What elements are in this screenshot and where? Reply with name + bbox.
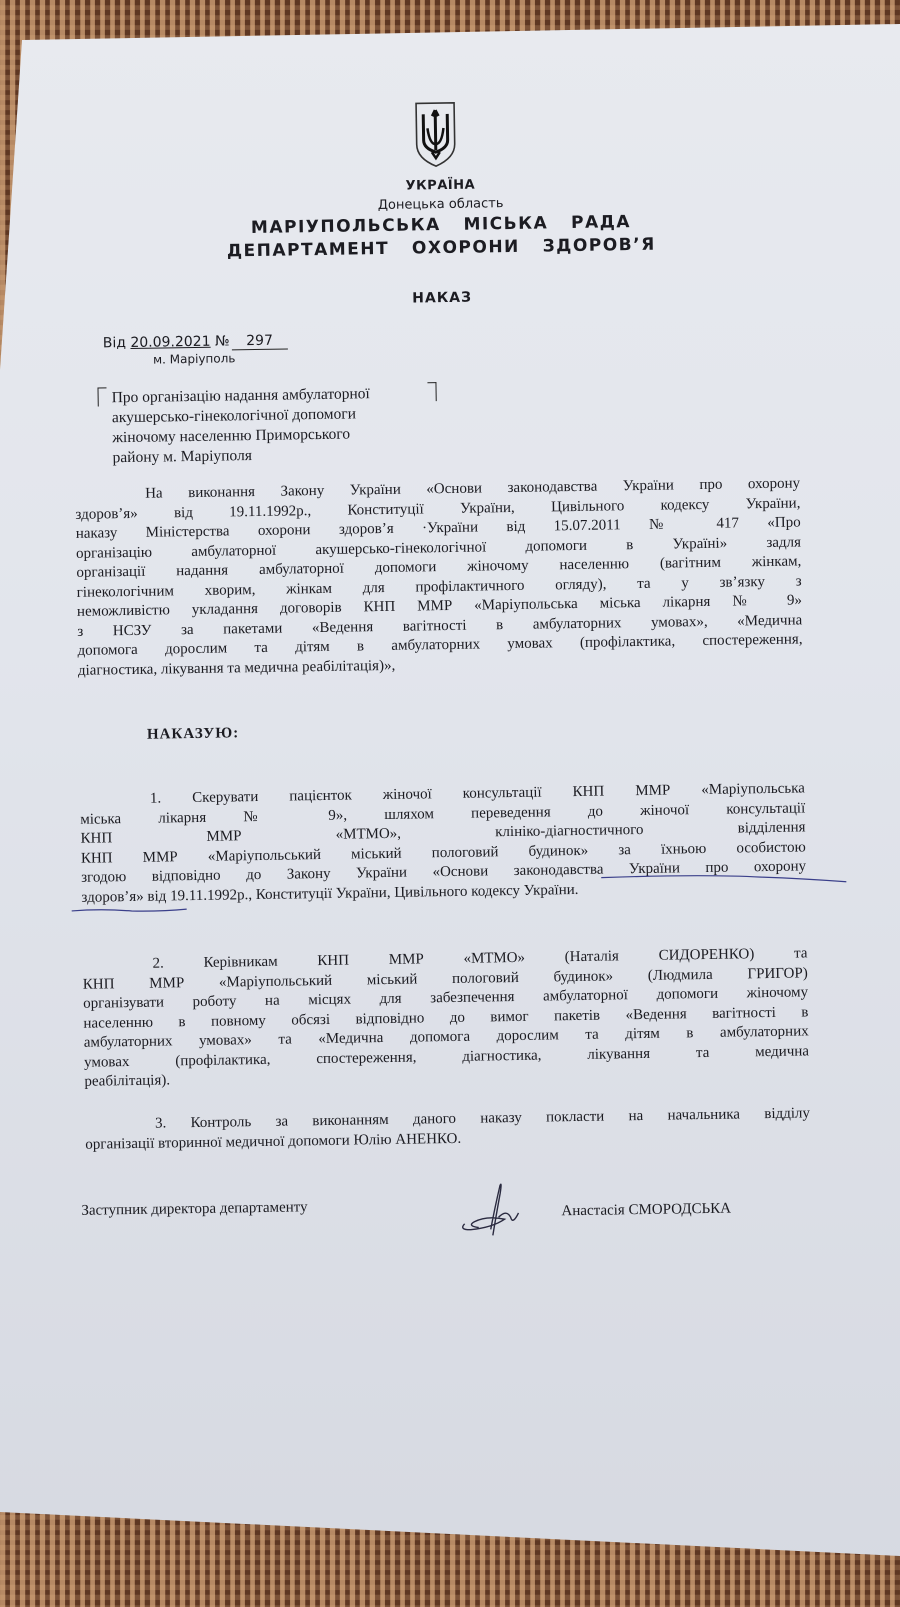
text-line: 1. Скерувати пацієнток жіночої консультації КНП ММР «Маріупольська [149, 780, 805, 807]
order-item-3 [85, 1104, 811, 1154]
date-prefix: Від [102, 334, 131, 352]
subject-block [101, 383, 442, 468]
text-line: організації надання амбулаторної допомоги жіночому населенню (вагітним жінкам, [76, 553, 802, 581]
country-heading: УКРАЇНА [405, 177, 476, 194]
subject-line: акушерсько-гінекологічної допомоги [111, 405, 357, 427]
intro-paragraph [75, 474, 803, 680]
number-prefix: № [210, 333, 230, 350]
text-line: організації вторинної медичної допомоги Юлію АНЕНКО. [85, 1130, 462, 1153]
text-line: наказу Міністерства охорони здоров’я ·України від 15.07.2011 № 417 «Про [75, 514, 801, 542]
signatory-name: Анастасія СМОРОДСЬКА [561, 1200, 732, 1220]
signatory-position: Заступник директора департаменту [81, 1199, 308, 1219]
text-line: організувати роботу на місцях для забезпечення амбулаторної допомоги жіночому [83, 984, 809, 1012]
order-item-2 [82, 944, 809, 1092]
subject-line: Про організацію надання амбулаторної [111, 385, 370, 407]
order-date: 20.09.2021 [130, 333, 211, 351]
text-line: згодою відповідно до Закону України «Основи законодавства України про охорону [81, 858, 807, 886]
text-line: КНП ММР «МТМО», клініко-діагностичного відділення [80, 819, 806, 847]
department-heading: ДЕПАРТАМЕНТ ОХОРОНИ ЗДОРОВ’Я [226, 234, 656, 262]
text-line: допомога дорослим та дітям в амбулаторних умовах (профілактика, спостереження, [77, 631, 803, 659]
text-line: КНП ММР «Маріупольський міський пологовий будинок» за їхньою особистою [80, 838, 806, 867]
text-line: неможливістю укладання договорів КНП ММР «Маріупольська міська лікарня № 9» [76, 592, 803, 620]
signature-mark [456, 1179, 527, 1240]
text-line: КНП ММР «Маріупольський міський пологовий будинок» (Людмила ГРИГОР) [82, 964, 808, 993]
text-line: гінекологічним хворим, жінкам для профілактичного огляду), та у зв’язку з [76, 572, 802, 601]
order-heading: НАКАЗУЮ: [146, 725, 240, 743]
text-line: 3. Контроль за виконанням даного наказу покласти на начальника відділу [154, 1105, 811, 1132]
order-number: 297 [231, 333, 287, 350]
subject-line: району м. Маріуполя [112, 447, 253, 467]
text-line: На виконання Закону України «Основи законодавства України про охорону [145, 475, 801, 502]
doc-type-heading: НАКАЗ [412, 289, 473, 307]
text-line: здоров’я» від 19.11.1992р., Конституції України, Цивільного кодексу України, [75, 494, 801, 523]
text-line: міська лікарня № 9», шляхом переведення до жіночої консультації [80, 799, 806, 828]
subject-line: жіночому населенню Приморського [112, 425, 351, 447]
text-line: з НСЗУ за пакетами «Ведення вагітності в амбулаторних умовах», «Медична [77, 611, 803, 640]
text-line: реабілітація). [84, 1072, 171, 1090]
text-line: діагностика, лікування та медична реабілітація)», [77, 657, 396, 679]
text-line: здоров’я» від 19.11.1992р., Конституції України, Цивільного кодексу України. [81, 881, 579, 906]
city-label: м. Маріуполь [152, 351, 236, 367]
text-line: населенню в повному обсязі відповідно до вимог пакетів «Ведення вагітності в [83, 1003, 809, 1032]
council-heading: МАРІУПОЛЬСЬКА МІСЬКА РАДА [250, 212, 632, 239]
text-line: амбулаторних умовах» та «Медична допомога дорослим та дітям в амбулаторних [83, 1023, 809, 1051]
text-line: 2. Керівникам КНП ММР «МТМО» (Наталія СИДОРЕНКО) та [152, 945, 808, 972]
order-item-1 [80, 779, 807, 907]
region-heading: Донецька область [377, 196, 504, 214]
text-line: організацію амбулаторної акушерсько-гінекологічної допомоги в Україні» задля [75, 533, 802, 562]
trident-emblem-icon [413, 100, 458, 169]
date-number-line [103, 332, 288, 352]
text-line: умовах (профілактика, спостереження, діагностика, лікування та медична [83, 1042, 810, 1071]
